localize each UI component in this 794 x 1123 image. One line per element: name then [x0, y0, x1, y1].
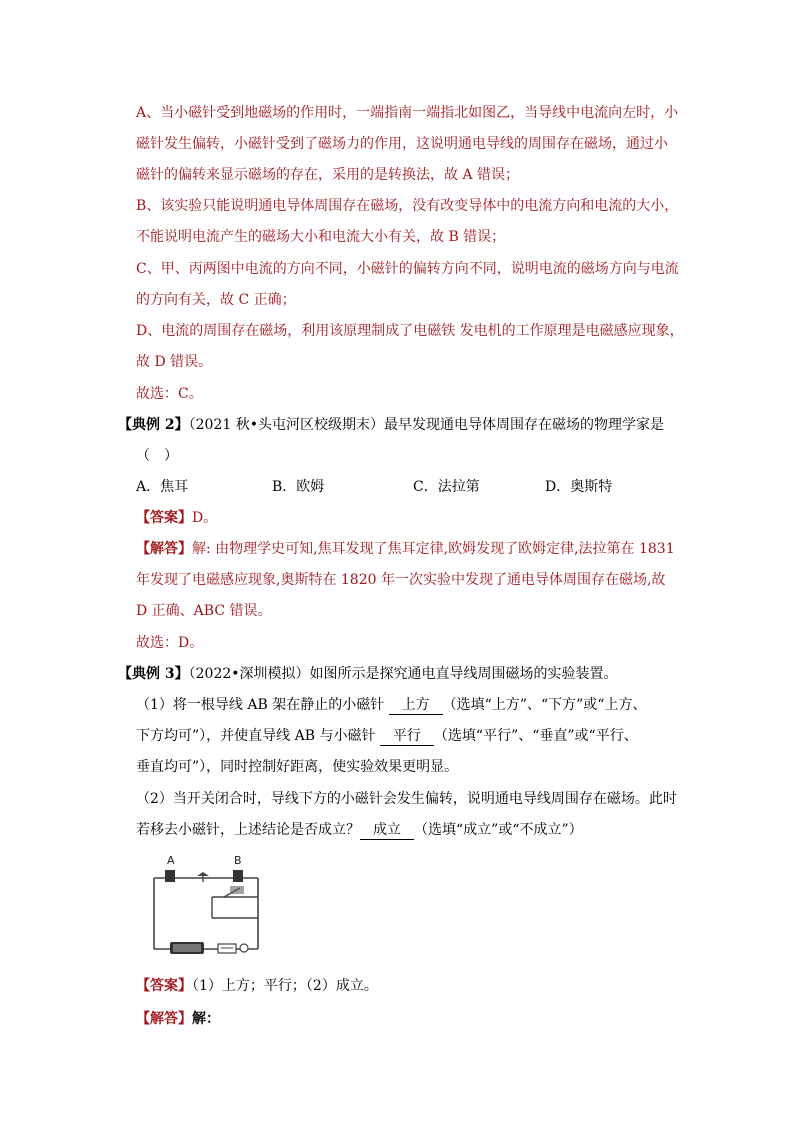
question-1-text-d: （选填“平行”、“垂直”或“平行、 [433, 728, 638, 744]
example-2-explain [136, 539, 675, 559]
example-2-paren: （ ） [136, 448, 178, 464]
compass-needle-icon [197, 872, 209, 876]
analysis-line-2: 磁针发生偏转，小磁针受到了磁场力的作用，这说明通电导线的周围存在磁场，通过小 [136, 136, 668, 152]
option-a: A．焦耳 [136, 479, 189, 495]
blank-3: 成立 [360, 821, 414, 840]
circuit-figure [140, 852, 270, 958]
analysis-line-1: A、当小磁针受到地磁场的作用时，一端指南一端指北如图乙，当导线中电流向左时，小 [136, 105, 679, 121]
post-a [165, 870, 175, 882]
explain-line-3: D 正确、ABC 错误。 [136, 603, 272, 619]
label-b: B [234, 854, 242, 867]
explain-tag-3: 【解答】 [136, 1011, 192, 1027]
question-1-text-a: （1）将一根导线 AB 架在静止的小磁针 [136, 697, 385, 713]
blank-2: 平行 [380, 727, 434, 746]
analysis-line-3: 磁针的偏转来显示磁场的存在，采用的是转换法，故 A 错误； [136, 167, 520, 183]
bulb-icon [218, 944, 248, 953]
example-2-tag: 【典例 2】 [118, 417, 189, 433]
example-3-text: （2022•深圳模拟）如图所示是探究通电直导线周围磁场的实验装置。 [188, 666, 618, 682]
analysis-line-7: 的方向有关，故 C 正确； [136, 292, 296, 308]
example-2-stem [118, 415, 664, 435]
post-b [233, 870, 243, 882]
example-2-text: （2021 秋•头屯河区校级期末）最早发现通电导体周围存在磁场的物理学家是 [188, 417, 664, 433]
analysis-line-8: D、电流的周围存在磁场，利用该原理制成了电磁铁 发电机的工作原理是电磁感应现象， [136, 323, 684, 339]
analysis-line-5: 不能说明电流产生的磁场大小和电流大小有关，故 B 错误； [136, 229, 506, 245]
option-d: D．奥斯特 [545, 479, 613, 495]
question-2-text-c: （选填“成立”或“不成立”） [414, 822, 583, 838]
answer-text: D。 [192, 510, 218, 526]
example-3-explain [136, 1009, 220, 1029]
answer-tag-3: 【答案】 [136, 978, 192, 994]
answer-tag: 【答案】 [136, 510, 192, 526]
example-3-tag: 【典例 3】 [118, 666, 189, 682]
option-b: B．欧姆 [272, 479, 325, 495]
question-2-line-2 [136, 820, 583, 840]
example-3-answer [136, 976, 378, 996]
question-1-line-3: 垂直均可”），同时控制好距离，使实验效果更明显。 [136, 759, 459, 775]
question-1-line-1 [136, 695, 646, 715]
explain-line-2: 年发现了电磁感应现象,奥斯特在 1820 年一次实验中发现了通电导体周围存在磁场,故 [136, 572, 666, 588]
example-2-answer [136, 508, 217, 528]
blank-1: 上方 [389, 696, 443, 715]
question-1-text-c: 下方均可”），并使直导线 AB 与小磁针 [136, 728, 376, 744]
analysis-line-4: B、该实验只能说明通电导体周围存在磁场，没有改变导体中的电流方向和电流的大小， [136, 198, 679, 214]
analysis-line-9: 故 D 错误。 [136, 354, 213, 370]
explain-line-1: 解: 由物理学史可知,焦耳发现了焦耳定律,欧姆发现了欧姆定律,法拉第在 1831 [192, 541, 675, 557]
question-1-line-2 [136, 726, 638, 746]
option-c: C．法拉第 [413, 479, 480, 495]
question-1-text-b: （选填“上方”、“下方”或“上方、 [442, 697, 647, 713]
explain-tag: 【解答】 [136, 541, 192, 557]
question-2-line-1: （2）当开关闭合时，导线下方的小磁针会发生偏转，说明通电导线周围存在磁场。此时 [136, 791, 677, 807]
explain-text-3: 解： [192, 1011, 220, 1027]
analysis-line-6: C、甲、丙两图中电流的方向不同，小磁针的偏转方向不同，说明电流的磁场方向与电流 [136, 261, 679, 277]
example-3-stem [118, 664, 618, 684]
label-a: A [167, 854, 175, 867]
question-2-text-b: 若移去小磁针，上述结论是否成立？ [136, 822, 360, 838]
choice-line: 故选：C。 [136, 386, 203, 402]
answer-text-3: （1）上方；平行；（2）成立。 [192, 978, 378, 994]
example-2-choice: 故选：D。 [136, 635, 204, 651]
